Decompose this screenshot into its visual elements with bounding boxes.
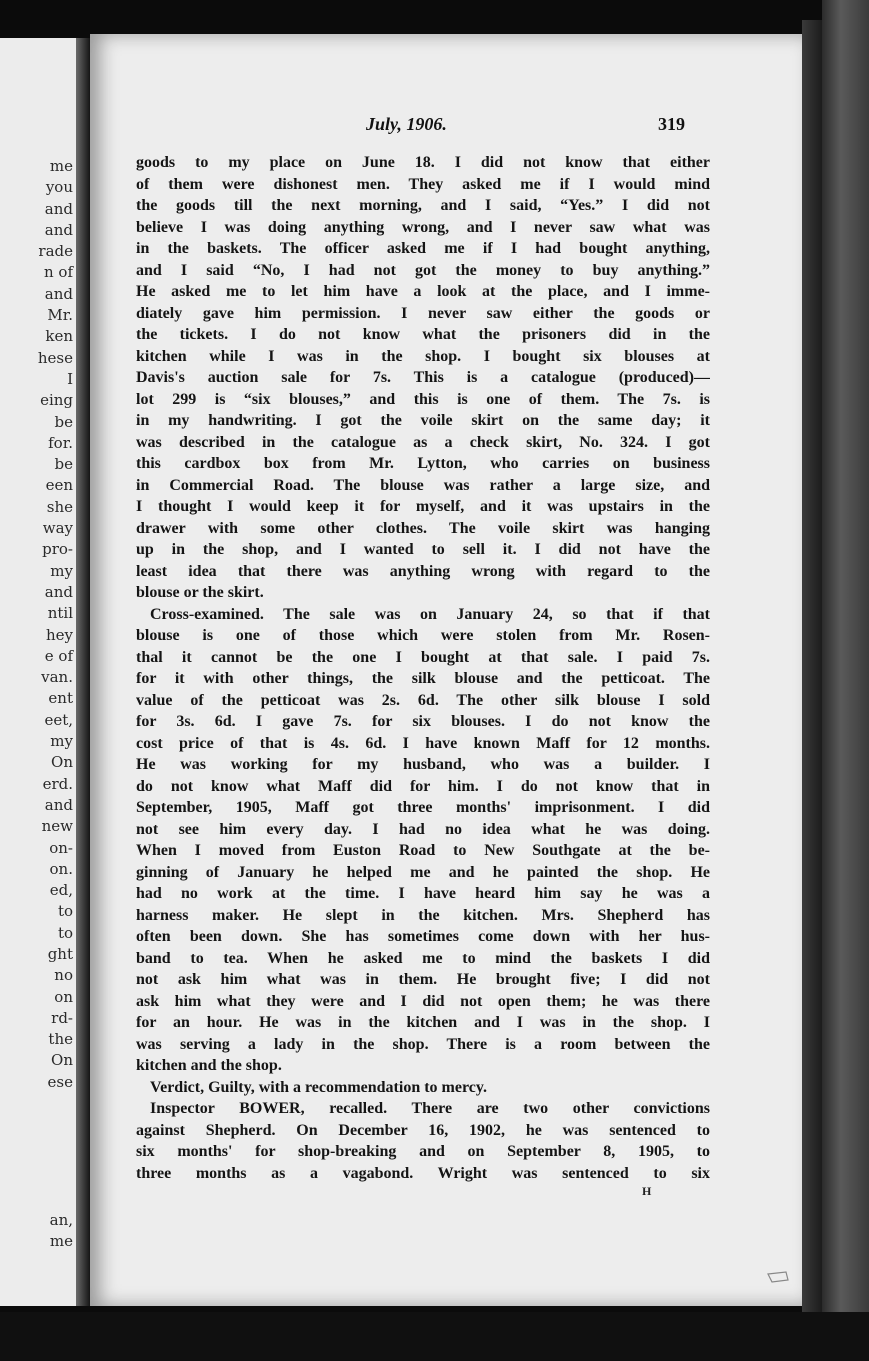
left-fragment-line: ent [48, 689, 73, 708]
text-line: for it with other things, the silk blouse and the petticoat. The [136, 670, 710, 687]
text-line: in Commercial Road. The blouse was rather a large size, and [136, 476, 710, 494]
left-fragment-line: me [49, 157, 73, 175]
text-line: thal it cannot be the one I bought at that sale. I paid 7s. [136, 648, 710, 666]
text-line: three months as a vagabond. Wright was sentenced to six [136, 1164, 710, 1182]
text-line: lot 299 is “six blouses,” and this is one of them. The 7s. is [136, 390, 710, 408]
left-fragment-line: on- [49, 838, 73, 857]
text-line: against Shepherd. On December 16, 1902, he was sentenced to [136, 1121, 710, 1139]
left-fragment-line: and [44, 220, 73, 239]
left-fragment-line: hey [45, 625, 73, 644]
folded-corner-icon [766, 1270, 790, 1284]
left-fragment-line: pro- [42, 540, 73, 559]
text-line: for an hour. He was in the kitchen and I was in the shop. I [136, 1014, 710, 1031]
left-fragment-gap [38, 1093, 73, 1210]
page-edge-shadow [802, 20, 822, 1320]
text-line: in my handwriting. I got the voile skirt on the same day; it [136, 412, 710, 429]
text-line: When I moved from Euston Road to New Southgate at the be- [136, 842, 710, 859]
left-fragment-line: my [50, 561, 73, 580]
text-line: He asked me to let him have a look at the place, and I imme- [136, 283, 710, 300]
text-line: up in the shop, and I wanted to sell it. I did not have the [136, 541, 710, 558]
text-line: not see him every day. I had no idea what he was doing. [136, 820, 710, 838]
left-fragment-line: eet, [44, 710, 73, 729]
left-page [0, 38, 76, 1306]
left-fragment-line: way [42, 519, 73, 538]
text-line: goods to my place on June 18. I did not know that either [136, 154, 710, 171]
left-fragment-line: me [49, 1232, 73, 1251]
left-fragment-line: On [51, 1051, 73, 1070]
page-number: 319 [658, 114, 685, 134]
left-fragment-line: no [54, 966, 73, 985]
left-fragment-line: ed, [49, 881, 73, 900]
text-line: least idea that there was anything wrong with regard to the [136, 562, 710, 580]
left-fragment-line: On [51, 753, 73, 772]
text-line: had no work at the time. I have heard him say he was a [136, 885, 710, 902]
left-fragment-line: the [48, 1030, 73, 1049]
left-fragment-line: n of [43, 263, 73, 282]
text-line: cost price of that is 4s. 6d. I have known Maff for 12 months. [136, 734, 710, 752]
text-line: was serving a lady in the shop. There is a room between the [136, 1035, 710, 1053]
left-fragment-line: rade [38, 242, 73, 261]
text-line: kitchen and the shop. [136, 1057, 282, 1074]
text-line: Davis's auction sale for 7s. This is a catalogue (produced)— [136, 369, 710, 386]
book-gutter [76, 38, 90, 1306]
left-fragment-line: e of [44, 646, 73, 665]
left-fragment-line: Mr. [47, 306, 73, 325]
left-fragment-line: new [41, 817, 73, 836]
text-line: September, 1905, Maff got three months' imprisonment. I did [136, 799, 710, 816]
left-fragment-line: I [67, 369, 73, 388]
signature-mark: H [642, 1184, 652, 1198]
scan-bottom-border [0, 1312, 869, 1361]
left-fragment-line: an, [49, 1211, 73, 1230]
left-fragment-line: ght [47, 944, 73, 963]
book-cover-edge [822, 0, 869, 1361]
left-fragment-line: van. [41, 668, 73, 687]
left-fragment-line: to [57, 902, 73, 921]
text-line: in the baskets. The officer asked me if I had bought anything, [136, 240, 710, 257]
left-fragment-line: be [54, 455, 73, 474]
text-line: blouse is one of those which were stolen from Mr. Rosen- [136, 627, 710, 644]
left-page-line-endings [38, 156, 73, 1253]
left-fragment-line: hese [37, 348, 73, 367]
text-line: I thought I would keep it for myself, and it was upstairs in the [136, 498, 710, 515]
text-line: Verdict, Guilty, with a recommendation to mercy. [150, 1078, 487, 1096]
text-line: band to tea. When he asked me to mind the baskets I did [136, 949, 710, 967]
header-date: July, 1906. [366, 114, 447, 134]
text-line: the goods till the next morning, and I said, “Yes.” I did not [136, 197, 710, 214]
text-line: often been down. She has sometimes come down with her hus- [136, 928, 710, 945]
left-fragment-line: eing [40, 391, 73, 410]
left-fragment-line: een [45, 476, 73, 495]
left-fragment-line: erd. [42, 774, 73, 793]
left-fragment-line: for. [48, 433, 73, 452]
left-fragment-line: you [45, 178, 73, 197]
page-body-text [136, 152, 710, 1184]
left-fragment-line: rd- [51, 1008, 73, 1027]
text-line: harness maker. He slept in the kitchen. Mrs. Shepherd has [136, 906, 710, 924]
text-line: this cardbox box from Mr. Lytton, who carries on business [136, 455, 710, 472]
text-line: the tickets. I do not know what the prisoners did in the [136, 326, 710, 343]
left-fragment-line: she [46, 497, 73, 516]
text-line: believe I was doing anything wrong, and I never saw what was [136, 218, 710, 236]
text-line: six months' for shop-breaking and on September 8, 1905, to [136, 1143, 710, 1160]
text-line: of them were dishonest men. They asked me if I would mind [136, 175, 710, 193]
left-fragment-line: and [44, 795, 73, 814]
left-fragment-line: ese [47, 1072, 73, 1091]
text-line: Cross-examined. The sale was on January 24, so that if that [150, 605, 710, 623]
left-fragment-line: be [54, 412, 73, 431]
text-line: for 3s. 6d. I gave 7s. for six blouses. I do not know the [136, 713, 710, 730]
text-line: Inspector BOWER, recalled. There are two other convictions [150, 1100, 710, 1117]
left-fragment-line: on. [49, 859, 73, 878]
left-fragment-line: and [44, 199, 73, 218]
text-line: He was working for my husband, who was a builder. I [136, 756, 710, 773]
text-line: was described in the catalogue as a check skirt, No. 324. I got [136, 433, 710, 451]
text-line: ginning of January he helped me and he painted the shop. He [136, 863, 710, 881]
left-fragment-line: on [54, 987, 73, 1006]
running-head [90, 114, 802, 144]
text-line: diately gave him permission. I never saw either the goods or [136, 304, 710, 322]
right-page [90, 34, 802, 1306]
left-fragment-line: my [50, 732, 73, 751]
text-line: not ask him what was in them. He brought five; I did not [136, 971, 710, 988]
text-line: blouse or the skirt. [136, 584, 264, 601]
left-fragment-line: and [44, 582, 73, 601]
text-line: ask him what they were and I did not open them; he was there [136, 992, 710, 1010]
left-fragment-line: and [44, 284, 73, 303]
left-fragment-line: to [57, 923, 73, 942]
text-line: value of the petticoat was 2s. 6d. The other silk blouse I sold [136, 691, 710, 709]
text-line: and I said “No, I had not got the money to buy anything.” [136, 261, 710, 279]
left-fragment-line: ken [45, 327, 73, 346]
text-line: kitchen while I was in the shop. I bought six blouses at [136, 347, 710, 365]
left-fragment-line: ntil [47, 604, 73, 623]
text-line: do not know what Maff did for him. I do not know that in [136, 777, 710, 795]
text-line: drawer with some other clothes. The voile skirt was hanging [136, 519, 710, 537]
